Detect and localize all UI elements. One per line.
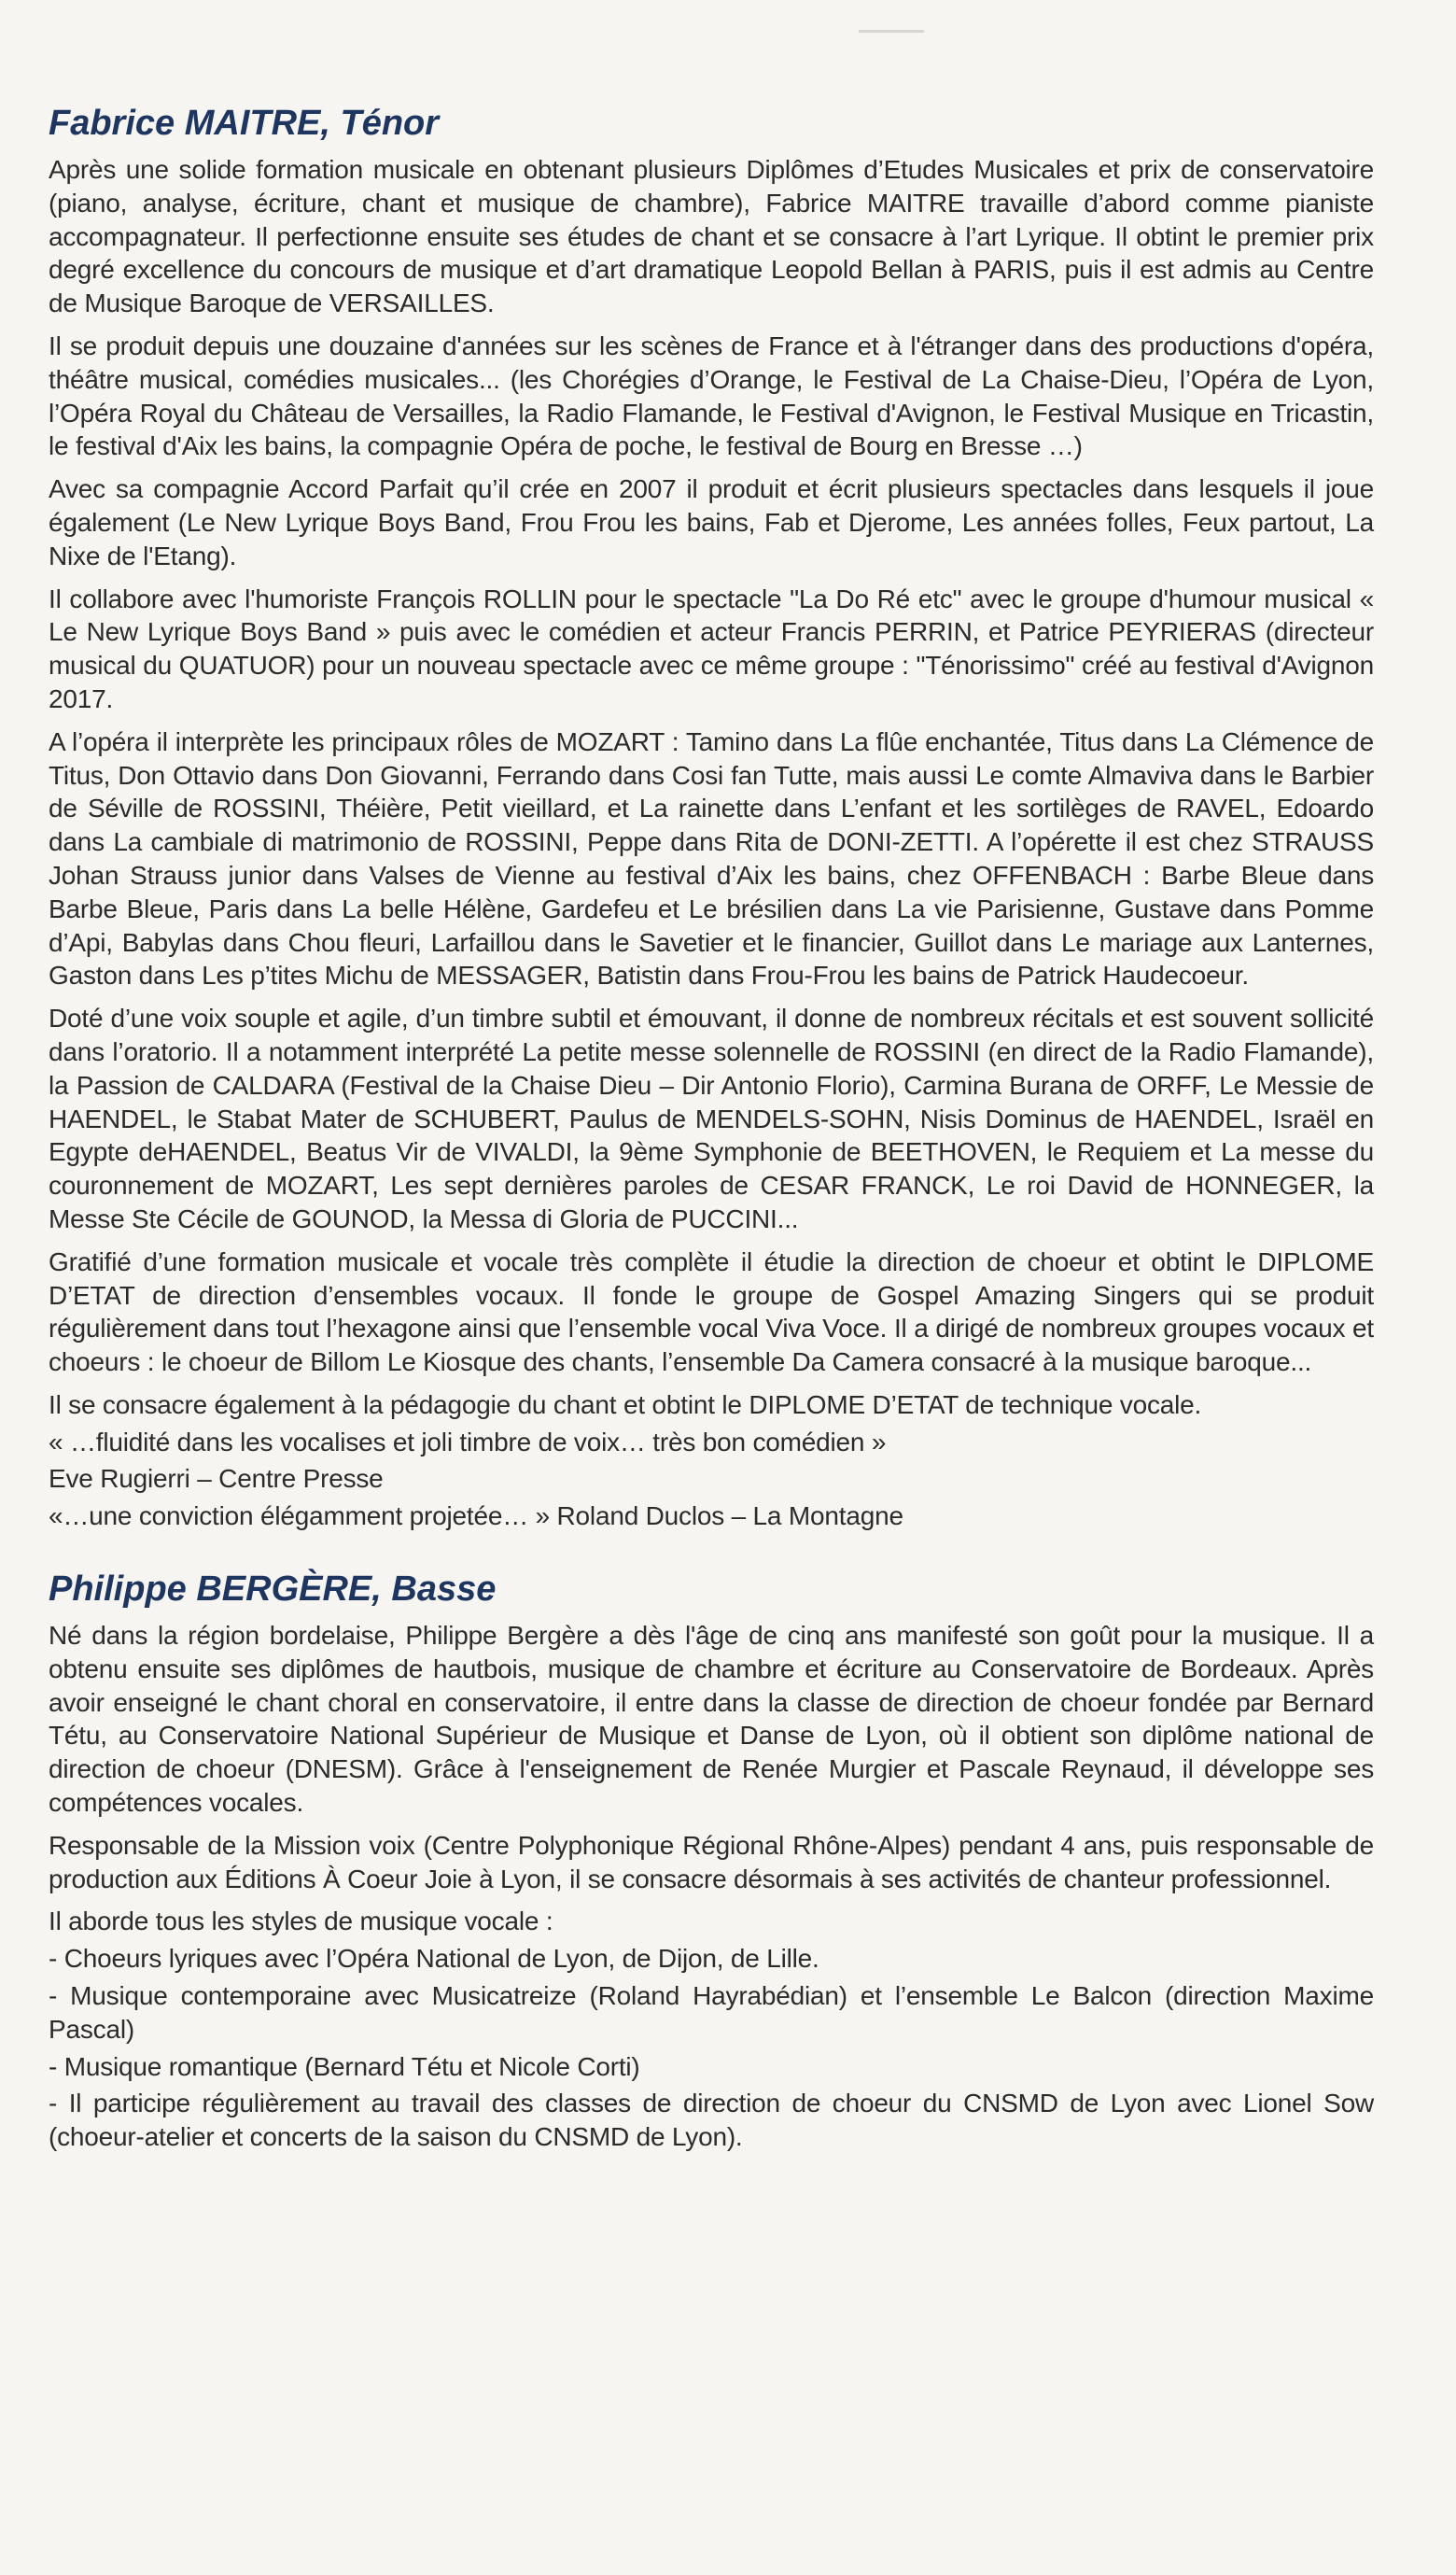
bio-list-item: - Il participe régulièrement au travail des classes de direction de choeur du CNSMD de Lyon avec Lionel Sow (choeur-atelier et concerts de la saison du CNSMD de Lyon).	[49, 2089, 1374, 2152]
press-quote: «…une conviction élégamment projetée… » Roland Duclos – La Montagne	[49, 1501, 903, 1531]
bio-list-item: - Musique contemporaine avec Musicatreize (Roland Hayrabédian) et l’ensemble Le Balcon (direction Maxime Pascal)	[49, 1981, 1374, 2044]
document-page	[49, 101, 1374, 2158]
bio-list-item: - Choeurs lyriques avec l’Opéra National de Lyon, de Dijon, de Lille.	[49, 1944, 819, 1974]
bio-paragraph: Né dans la région bordelaise, Philippe Bergère a dès l'âge de cinq ans manifesté son goût pour la musique. Il a obtenu ensuite ses diplômes de hautbois, musique de chambre et écriture au Conservatoire de Bordeaux. Après avoir enseigné le chant choral en conservatoire, il entre dans la classe de direction de choeur fondée par Bernard Tétu, au Conservatoire National Supérieur de Musique et Danse de Lyon, où il obtient son diplôme national de direction de choeur (DNESM). Grâce à l'enseignement de Renée Murgier et Pascale Reynaud, il développe ses compétences vocales.	[49, 1621, 1374, 1818]
bio-paragraph: Doté d’une voix souple et agile, d’un timbre subtil et émouvant, il donne de nombreux récitals et est souvent sollicité dans l’oratorio. Il a notamment interprété La petite messe solennelle de ROSSINI (en direct de la Radio Flamande), la Passion de CALDARA (Festival de la Chaise Dieu – Dir Antonio Florio), Carmina Burana de ORFF, Le Messie de HAENDEL, le Stabat Mater de SCHUBERT, Paulus de MENDELS-SOHN, Nisis Dominus de HAENDEL, Israël en Egypte deHAENDEL, Beatus Vir de VIVALDI, la 9ème Symphonie de BEETHOVEN, le Requiem et La messe du couronnement de MOZART, Les sept dernières paroles de CESAR FRANCK, Le roi David de HONNEGER, la Messe Ste Cécile de GOUNOD, la Messa di Gloria de PUCCINI...	[49, 1004, 1374, 1233]
bio-section-fabrice-maitre	[49, 101, 1374, 1533]
press-source: Eve Rugierri – Centre Presse	[49, 1464, 384, 1494]
bio-heading: Fabrice MAITRE, Ténor	[49, 104, 440, 143]
bio-paragraph: Avec sa compagnie Accord Parfait qu’il crée en 2007 il produit et écrit plusieurs spectacles dans lesquels il joue également (Le New Lyrique Boys Band, Frou Frou les bains, Fab et Djerome, Les années folles, Feux partout, La Nixe de l'Etang).	[49, 474, 1374, 570]
scan-mark	[859, 30, 924, 33]
bio-heading: Philippe BERGÈRE, Basse	[49, 1569, 497, 1610]
press-quote: « …fluidité dans les vocalises et joli timbre de voix… très bon comédien »	[49, 1427, 887, 1456]
bio-section-philippe-bergere	[49, 1567, 1374, 2154]
bio-paragraph: Il se consacre également à la pédagogie du chant et obtint le DIPLOME D’ETAT de technique vocale.	[49, 1389, 1202, 1419]
bio-paragraph: Il collabore avec l'humoriste François ROLLIN pour le spectacle "La Do Ré etc" avec le groupe d'humour musical « Le New Lyrique Boys Band » puis avec le comédien et acteur Francis PERRIN, et Patrice PEYRIERAS (directeur musical du QUATUOR) pour un nouveau spectacle avec ce même groupe : "Ténorissimo" créé au festival d'Avignon 2017.	[49, 584, 1374, 713]
bio-paragraph: Après une solide formation musicale en obtenant plusieurs Diplômes d’Etudes Musicales et prix de conservatoire (piano, analyse, écriture, chant et musique de chambre), Fabrice MAITRE travaille d’abord comme pianiste accompagnateur. Il perfectionne ensuite ses études de chant et se consacre à l’art Lyrique. Il obtint le premier prix degré excellence du concours de musique et d’art dramatique Leopold Bellan à PARIS, puis il est admis au Centre de Musique Baroque de VERSAILLES.	[49, 155, 1374, 318]
bio-paragraph: Gratifié d’une formation musicale et vocale très complète il étudie la direction de choeur et obtint le DIPLOME D’ETAT de direction d’ensembles vocaux. Il fonde le groupe de Gospel Amazing Singers qui se produit régulièrement dans tout l’hexagone ainsi que l’ensemble vocal Viva Voce. Il a dirigé de nombreux groupes vocaux et choeurs : le choeur de Billom Le Kiosque des chants, l’ensemble Da Camera consacré à la musique baroque...	[49, 1246, 1374, 1377]
bio-paragraph: Il aborde tous les styles de musique vocale :	[49, 1907, 553, 1936]
bio-list-item: - Musique romantique (Bernard Tétu et Nicole Corti)	[49, 2051, 640, 2081]
bio-paragraph: A l’opéra il interprète les principaux rôles de MOZART : Tamino dans La flûe enchantée, Titus dans La Clémence de Titus, Don Ottavio dans Don Giovanni, Ferrando dans Cosi fan Tutte, mais aussi Le comte Almaviva dans le Barbier de Séville de ROSSINI, Théière, Petit vieillard, et La rainette dans L’enfant et les sortilèges de RAVEL, Edoardo dans La cambiale di matrimonio de ROSSINI, Peppe dans Rita de DONI-ZETTI. A l’opérette il est chez STRAUSS Johan Strauss junior dans Valses de Vienne au festival d’Aix les bains, chez OFFENBACH : Barbe Bleue dans Barbe Bleue, Paris dans La belle Hélène, Gardefeu et Le brésilien dans La vie Parisienne, Gustave dans Pomme d’Api, Babylas dans Chou fleuri, Larfaillou dans le Savetier et le financier, Guillot dans Le mariage aux Lanternes, Gaston dans Les p’tites Michu de MESSAGER, Batistin dans Frou-Frou les bains de Patrick Haudecoeur.	[49, 726, 1374, 991]
bio-paragraph: Il se produit depuis une douzaine d'années sur les scènes de France et à l'étranger dans des productions d'opéra, théâtre musical, comédies musicales... (les Chorégies d’Orange, le Festival de La Chaise-Dieu, l’Opéra de Lyon, l’Opéra Royal du Château de Versailles, la Radio Flamande, le Festival d'Avignon, le Festival Musique en Tricastin, le festival d'Aix les bains, la compagnie Opéra de poche, le festival de Bourg en Bresse …)	[49, 331, 1374, 461]
bio-paragraph: Responsable de la Mission voix (Centre Polyphonique Régional Rhône-Alpes) pendant 4 ans, puis responsable de production aux Éditions À Coeur Joie à Lyon, il se consacre désormais à ses activités de chanteur professionnel.	[49, 1830, 1374, 1893]
